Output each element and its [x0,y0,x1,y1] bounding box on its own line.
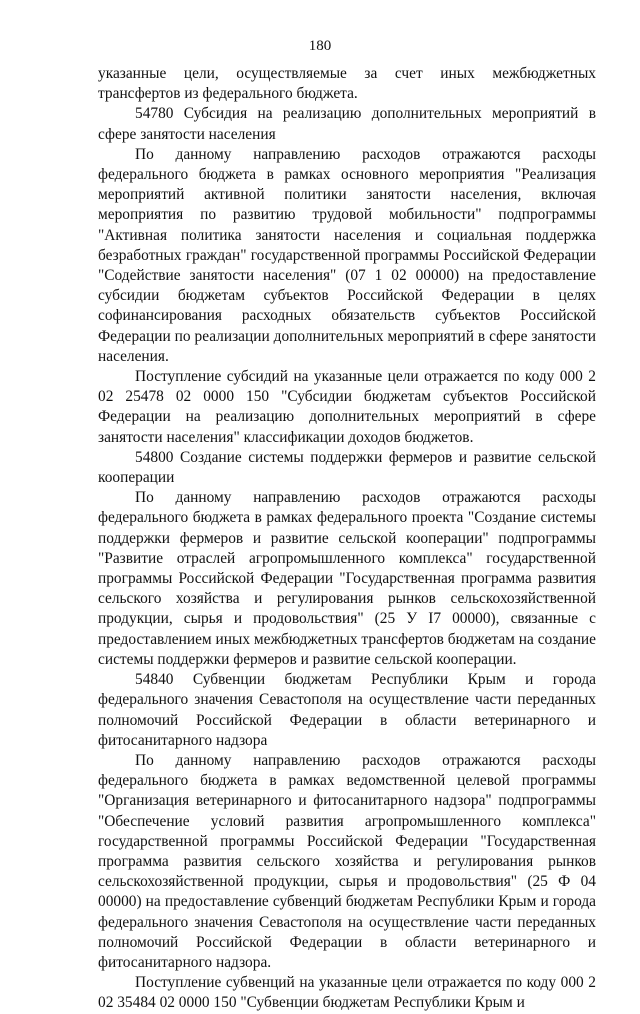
page-number: 180 [308,38,332,54]
section-heading-54840: 54840 Субвенции бюджетам Республики Крым и города федерального значения Севастополя на осуществление части переданных полномочий Российской Федерации в области ветеринарного и фитосанитарного надзора [98,671,596,749]
paragraph-54800-description: По данному направлению расходов отражаются расходы федерального бюджета в рамках федерального проекта "Создание системы поддержки фермеров и развитие сельской кооперации" подпрограммы "Развитие отраслей агропромышленного комплекса" государственной программы Российской Федерации "Государственная программа развития сельского хозяйства и регулирования рынков сельскохозяйственной продукции, сырья и продовольствия" (25 У I7 00000), связанные с предоставлением иных межбюджетных трансфертов бюджетам на создание системы поддержки фермеров и развитие сельской кооперации. [98,489,596,668]
paragraph-continuation: указанные цели, осуществляемые за счет иных межбюджетных трансфертов из федерального бюджета. [98,65,596,103]
section-heading-54780: 54780 Субсидия на реализацию дополнительных мероприятий в сфере занятости населения [98,105,596,143]
paragraph-54840-description: По данному направлению расходов отражаются расходы федерального бюджета в рамках ведомственной целевой программы "Организация ветеринарного и фитосанитарного надзора" подпрограммы "Обеспечение условий развития агропромышленного комплекса" государственной программы Российской Федерации "Государственная программа развития сельского хозяйства и регулирования рынков сельскохозяйственной продукции, сырья и продовольствия" (25 Ф 04 00000) на предоставление субвенций бюджетам Республики Крым и города федерального значения Севастополя на осуществление части переданных полномочий Российской Федерации в области ветеринарного и фитосанитарного надзора. [98,751,596,971]
paragraph-54840-income-code: Поступление субвенций на указанные цели отражается по коду 000 2 02 35484 02 0000 150 "Субвенции бюджетам Республики Крым и [98,974,596,1012]
paragraph-54780-description: По данному направлению расходов отражаются расходы федерального бюджета в рамках основного мероприятия "Реализация мероприятий активной политики занятости населения, включая мероприятия по развитию трудовой мобильности" подпрограммы "Активная политика занятости населения и социальная поддержка безработных граждан" государственной программы Российской Федерации "Содействие занятости населения" (07 1 02 00000) на предоставление субсидии бюджетам субъектов Российской Федерации в целях софинансирования расходных обязательств субъектов Российской Федерации по реализации дополнительных мероприятий в сфере занятости населения. [98,145,596,365]
paragraph-54780-income-code: Поступление субсидий на указанные цели отражается по коду 000 2 02 25478 02 0000 150 "Субсидии бюджетам субъектов Российской Федерации на реализацию дополнительных мероприятий в сфере занятости населения" классификации доходов бюджетов. [98,368,596,446]
document-body [98,64,596,1014]
section-heading-54800: 54800 Создание системы поддержки фермеров и развитие сельской кооперации [98,448,596,487]
